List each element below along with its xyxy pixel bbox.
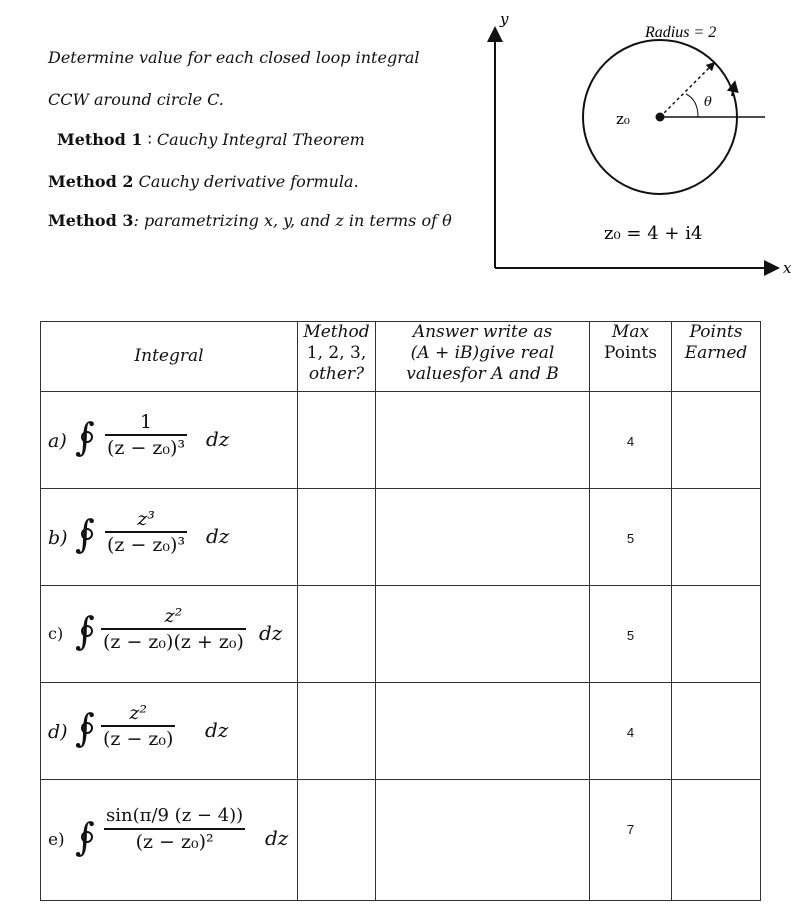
denominator: (z − z₀)(z + z₀) [103, 630, 244, 653]
integral-c [41, 586, 298, 683]
radius-label: Radius = 2 [645, 24, 717, 41]
header-method-line-1: Method [303, 322, 370, 342]
denominator: (z − z₀)² [135, 830, 214, 853]
x-axis-label: x [783, 259, 792, 277]
numerator: z² [164, 605, 183, 627]
method-1-label: Method 1 [57, 130, 143, 149]
method-1-text: Cauchy Integral Theorem [156, 130, 365, 149]
max-points-cell: 5 [590, 489, 672, 586]
header-answer-line-1: Answer write as [412, 322, 553, 342]
table-row [41, 489, 761, 586]
header-method-line-3: other? [308, 364, 365, 384]
answer-cell[interactable] [376, 392, 590, 489]
numerator: sin(π/9 (z − 4)) [106, 805, 244, 826]
differential: dz [265, 826, 289, 850]
method-cell[interactable] [298, 683, 376, 780]
integral-a [41, 392, 298, 489]
method-1 [57, 130, 365, 149]
points-earned-cell[interactable] [672, 683, 761, 780]
contour-integral-icon: ∫ [75, 815, 95, 859]
integral-d [41, 683, 298, 780]
table-row [41, 683, 761, 780]
contour-integral-icon: ∫ [75, 706, 95, 750]
points-earned-cell[interactable] [672, 392, 761, 489]
method-1-separator: ∶ [147, 130, 152, 149]
points-earned-cell[interactable] [672, 586, 761, 683]
integral-table [40, 321, 761, 901]
contour-integral-icon: ∫ [75, 415, 95, 459]
header-answer-line-3: valuesfor A and B [406, 364, 559, 384]
differential: dz [206, 524, 230, 548]
numerator: z³ [137, 508, 155, 530]
denominator: (z − z₀) [103, 727, 174, 750]
integral-e [41, 780, 298, 901]
y-axis-label: y [500, 10, 509, 28]
intro-line-1: Determine value for each closed loop integral [48, 48, 420, 67]
header-method [298, 322, 376, 392]
method-3-text: : parametrizing x, y, and z in terms of θ [133, 211, 452, 230]
table-row [41, 780, 761, 901]
row-label: a) [48, 430, 67, 452]
method-3-label: Method 3 [48, 211, 134, 230]
max-points-cell: 5 [590, 586, 672, 683]
header-answer-line-2: (A + iB)give real [410, 343, 555, 363]
answer-cell[interactable] [376, 683, 590, 780]
header-method-line-2: 1, 2, 3, [306, 343, 367, 363]
method-2-label: Method 2 [48, 172, 134, 191]
max-points-cell: 4 [590, 683, 672, 780]
method-2 [48, 172, 359, 191]
method-cell[interactable] [298, 780, 376, 901]
method-2-text: Cauchy derivative formula. [138, 172, 359, 191]
differential: dz [259, 621, 283, 645]
table-row [41, 392, 761, 489]
method-3 [48, 211, 452, 230]
header-answer [376, 322, 590, 392]
numerator: 1 [139, 411, 153, 433]
differential: dz [205, 718, 229, 742]
row-label: d) [48, 721, 68, 743]
method-cell[interactable] [298, 392, 376, 489]
row-label: c) [48, 624, 64, 643]
circle-diagram [470, 0, 812, 290]
intro-line-2: CCW around circle C. [48, 90, 224, 109]
center-value: z₀ = 4 + i4 [604, 223, 703, 244]
theta-arc [686, 94, 698, 117]
table-header-row [41, 322, 761, 392]
contour-integral-icon: ∫ [75, 512, 95, 556]
center-dot [656, 113, 665, 122]
denominator: (z − z₀)³ [107, 436, 186, 459]
numerator: z² [129, 702, 148, 724]
theta-label: θ [704, 95, 712, 110]
answer-cell[interactable] [376, 489, 590, 586]
header-max-points: Max Points [590, 322, 672, 392]
row-label: e) [48, 830, 65, 850]
points-earned-cell[interactable] [672, 780, 761, 901]
row-label: b) [48, 527, 68, 549]
answer-cell[interactable] [376, 780, 590, 901]
max-points-cell: 4 [590, 392, 672, 489]
center-label: z₀ [616, 110, 630, 128]
header-integral: Integral [41, 322, 298, 392]
integral-b [41, 489, 298, 586]
table-row [41, 586, 761, 683]
max-points-cell: 7 [590, 780, 672, 901]
contour-integral-icon: ∫ [75, 609, 95, 653]
answer-cell[interactable] [376, 586, 590, 683]
header-points-earned: Points Earned [672, 322, 761, 392]
denominator: (z − z₀)³ [107, 533, 186, 556]
points-earned-cell[interactable] [672, 489, 761, 586]
method-cell[interactable] [298, 586, 376, 683]
method-cell[interactable] [298, 489, 376, 586]
differential: dz [206, 427, 230, 451]
